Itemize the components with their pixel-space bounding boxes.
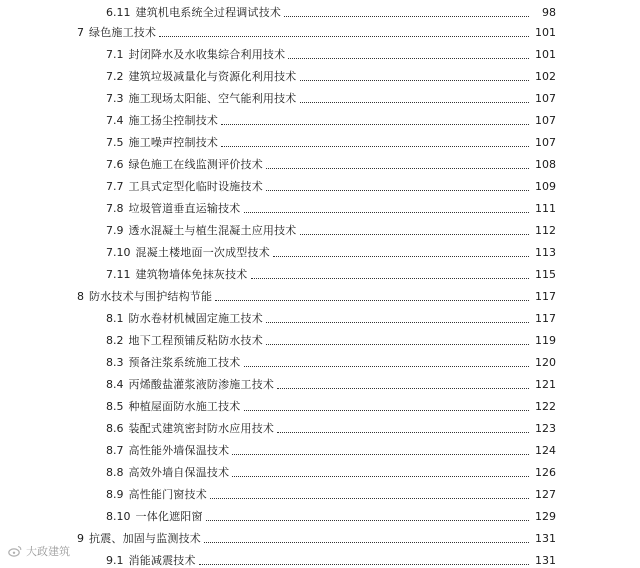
toc-page: 113	[535, 246, 556, 259]
toc-entry-8-7[interactable]	[106, 438, 556, 458]
toc-page: 109	[535, 180, 556, 193]
toc-number: 9	[77, 532, 84, 545]
toc-title: 施工现场太阳能、空气能利用技术	[128, 92, 297, 105]
dot-leader	[300, 102, 530, 103]
toc-title: 垃圾管道垂直运输技术	[128, 202, 241, 215]
toc-page: 126	[535, 466, 556, 479]
toc-number: 8.7	[106, 444, 124, 457]
toc-title: 装配式建筑密封防水应用技术	[128, 422, 275, 435]
toc-page: 107	[535, 136, 556, 149]
toc-page: 117	[535, 312, 556, 325]
toc-entry-8-8[interactable]	[106, 460, 556, 480]
toc-page: 112	[535, 224, 556, 237]
toc-number: 8.4	[106, 378, 124, 391]
toc-page: 131	[535, 554, 556, 567]
toc-page: 120	[535, 356, 556, 369]
dot-leader	[300, 234, 530, 235]
toc-page: 129	[535, 510, 556, 523]
toc-entry-8-10[interactable]	[106, 504, 556, 524]
toc-number: 8.1	[106, 312, 124, 325]
toc-title: 施工扬尘控制技术	[128, 114, 219, 127]
dot-leader	[232, 454, 529, 455]
watermark	[8, 543, 70, 559]
toc-entry-7-7[interactable]	[106, 174, 556, 194]
toc-entry-8-9[interactable]	[106, 482, 556, 502]
toc-number: 8	[77, 290, 84, 303]
toc-page: 101	[535, 48, 556, 61]
toc-number: 7.11	[106, 268, 131, 281]
toc-number: 8.3	[106, 356, 124, 369]
dot-leader	[273, 256, 529, 257]
toc-number: 7.8	[106, 202, 124, 215]
dot-leader	[300, 80, 530, 81]
toc-entry-8-4[interactable]	[106, 372, 556, 392]
toc-title: 建筑物墙体免抹灰技术	[135, 268, 248, 281]
toc-title: 消能减震技术	[128, 554, 196, 567]
dot-leader	[232, 476, 529, 477]
toc-number: 7.1	[106, 48, 124, 61]
dot-leader	[277, 432, 529, 433]
toc-entry-8-6[interactable]	[106, 416, 556, 436]
toc-number: 8.2	[106, 334, 124, 347]
toc-title: 高性能外墙保温技术	[128, 444, 230, 457]
toc-entry-8-5[interactable]	[106, 394, 556, 414]
weibo-icon	[8, 545, 22, 557]
toc-title: 抗震、加固与监测技术	[89, 532, 201, 545]
toc-page: 115	[535, 268, 556, 281]
dot-leader	[284, 16, 529, 17]
dot-leader	[251, 278, 530, 279]
toc-entry-7-1[interactable]	[106, 42, 556, 62]
toc-chapter-9[interactable]	[77, 526, 556, 546]
toc-entry-7-3[interactable]	[106, 86, 556, 106]
dot-leader	[221, 146, 529, 147]
toc-number: 7.5	[106, 136, 124, 149]
toc-page: 117	[535, 290, 556, 303]
toc-title: 预备注浆系统施工技术	[128, 356, 241, 369]
toc-chapter-8[interactable]	[77, 284, 556, 304]
toc-page: 107	[535, 92, 556, 105]
toc-number: 7.4	[106, 114, 124, 127]
toc-title: 高性能门窗技术	[128, 488, 207, 501]
toc-number: 8.9	[106, 488, 124, 501]
toc-title: 绿色施工技术	[89, 26, 157, 39]
toc-entry-8-3[interactable]	[106, 350, 556, 370]
toc-title: 建筑垃圾减量化与资源化利用技术	[128, 70, 297, 83]
toc-chapter-7[interactable]	[77, 20, 556, 40]
toc-title: 施工噪声控制技术	[128, 136, 219, 149]
toc-title: 地下工程预铺反粘防水技术	[128, 334, 263, 347]
toc-title: 建筑机电系统全过程调试技术	[135, 6, 282, 19]
toc-page: 122	[535, 400, 556, 413]
toc-entry-8-2[interactable]	[106, 328, 556, 348]
watermark-text: 大政建筑	[26, 545, 70, 558]
toc-title: 高效外墙自保温技术	[128, 466, 230, 479]
toc-entry-8-1[interactable]	[106, 306, 556, 326]
dot-leader	[266, 344, 529, 345]
toc-number: 7.7	[106, 180, 124, 193]
toc-entry-7-8[interactable]	[106, 196, 556, 216]
dot-leader	[288, 58, 529, 59]
toc-entry-7-5[interactable]	[106, 130, 556, 150]
toc-number: 6.11	[106, 6, 131, 19]
dot-leader	[244, 410, 530, 411]
toc-entry-7-4[interactable]	[106, 108, 556, 128]
dot-leader	[206, 520, 529, 521]
toc-number: 7.2	[106, 70, 124, 83]
dot-leader	[244, 212, 530, 213]
toc-title: 绿色施工在线监测评价技术	[128, 158, 263, 171]
toc-title: 封闭降水及水收集综合利用技术	[128, 48, 286, 61]
dot-leader	[266, 190, 529, 191]
dot-leader	[199, 564, 529, 565]
toc-title: 透水混凝土与植生混凝土应用技术	[128, 224, 297, 237]
dot-leader	[204, 542, 529, 543]
toc-page: 98	[542, 6, 556, 19]
toc-entry-6-11[interactable]	[106, 0, 556, 20]
toc-page: 119	[535, 334, 556, 347]
toc-entry-7-9[interactable]	[106, 218, 556, 238]
toc-page: 131	[535, 532, 556, 545]
toc-number: 8.6	[106, 422, 124, 435]
toc-page: 124	[535, 444, 556, 457]
dot-leader	[244, 366, 530, 367]
toc-number: 9.1	[106, 554, 124, 567]
toc-number: 8.10	[106, 510, 131, 523]
toc-title: 防水卷材机械固定施工技术	[128, 312, 263, 325]
toc-entry-7-2[interactable]	[106, 64, 556, 84]
toc-title: 防水技术与围护结构节能	[89, 290, 213, 303]
toc-page: 101	[535, 26, 556, 39]
toc-number: 7	[77, 26, 84, 39]
toc-title: 混凝土楼地面一次成型技术	[135, 246, 270, 259]
toc-number: 8.8	[106, 466, 124, 479]
dot-leader	[221, 124, 529, 125]
toc-page: 121	[535, 378, 556, 391]
toc-title: 一体化遮阳窗	[135, 510, 203, 523]
toc-page: 107	[535, 114, 556, 127]
toc-entry-7-10[interactable]	[106, 240, 556, 260]
toc-page: 127	[535, 488, 556, 501]
toc-title: 工具式定型化临时设施技术	[128, 180, 263, 193]
dot-leader	[215, 300, 529, 301]
toc-entry-7-6[interactable]	[106, 152, 556, 172]
toc-entry-9-1[interactable]	[106, 548, 556, 568]
toc-page: 111	[535, 202, 556, 215]
toc-page: 108	[535, 158, 556, 171]
dot-leader	[266, 168, 529, 169]
toc-page: 123	[535, 422, 556, 435]
toc-title: 种植屋面防水施工技术	[128, 400, 241, 413]
toc-title: 丙烯酸盐灌浆液防渗施工技术	[128, 378, 275, 391]
toc-entry-7-11[interactable]	[106, 262, 556, 282]
dot-leader	[210, 498, 529, 499]
toc-number: 7.3	[106, 92, 124, 105]
toc-number: 7.10	[106, 246, 131, 259]
toc-number: 8.5	[106, 400, 124, 413]
toc-number: 7.9	[106, 224, 124, 237]
dot-leader	[266, 322, 529, 323]
toc-number: 7.6	[106, 158, 124, 171]
dot-leader	[159, 36, 529, 37]
toc-page: 102	[535, 70, 556, 83]
dot-leader	[277, 388, 529, 389]
